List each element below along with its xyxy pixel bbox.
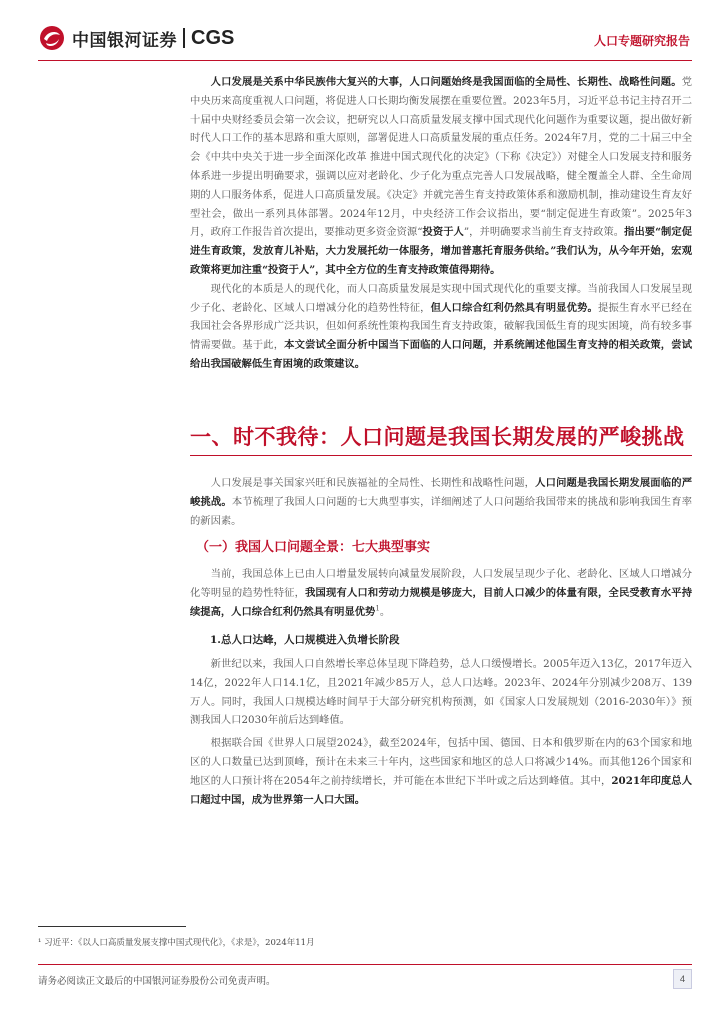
logo-divider bbox=[183, 28, 185, 48]
section-1-intro bbox=[190, 474, 692, 530]
intro-policy-quote: 指出要“制定促进生育政策，发放育儿补贴，大力发展托幼一体服务，增加普惠托育服务供给。” bbox=[190, 226, 693, 258]
intro2-dividend-bold: 但人口综合红利仍然具有明显优势。 bbox=[430, 301, 599, 314]
subsection-1-key-bold: 我国现有人口和劳动力规模是够庞大，目前人口减少的体量有限，全民受教育水平持续提高，人口综合红利仍然具有明显优势 bbox=[190, 586, 693, 618]
point-1-paragraph-2 bbox=[190, 734, 692, 809]
intro-paragraph-1 bbox=[190, 73, 692, 280]
footer-divider bbox=[38, 964, 692, 965]
cgs-logo-icon bbox=[38, 24, 66, 52]
report-type-label: 人口专题研究报告 bbox=[593, 34, 690, 48]
section-1-key-bold: 人口问题是我国长期发展面临的严峻挑战。 bbox=[190, 477, 693, 508]
footnote-divider bbox=[38, 926, 186, 927]
intro-body-text: 党中央历来高度重视人口问题，将促进人口长期均衡发展摆在重要位置。2023年5月，习近平总书记主持召开二十届中央财经委员会第一次会议，把研究以人口高质量发展支撑中国式现代化问题作为重要议题，提出做好新时代人口工作的基本思路和重大原则，部署促进人口高质量发展的重点任务。2024年7月，党的二十届三中全会《中共中央关于进一步全面深化改革 推进中国式现代化的决定》（下称《决定》）对健全人口发展支持和服务体系进一步提出明确要求，强调以应对老龄化、少子化为重点完善人口发展战略，健全覆盖全人群、全生命周期的人口服务体系，促进人口高质量发展。《决定》并就完善生育支持政策体系和激励机制，推动建设生育友好型社会，做出一系列具体部署。2024年12月，中央经济工作会议指出，要“制定促进生育政策”。2025年3月，政府工作报告首次提出，要推动更多资金资源“ bbox=[190, 76, 692, 239]
section-1-body-text-2: 本节梳理了我国人口问题的七大典型事实，详细阐述了人口问题给我国带来的挑战和影响我国生育率的新因素。 bbox=[190, 495, 693, 527]
section-1-divider bbox=[190, 455, 692, 456]
point-1-body-text: 根据联合国《世界人口展望2024》，截至2024年，包括中国、德国、日本和俄罗斯在内的63个国家和地区的人口数量已达到顶峰，预计在未来三十年内，这些国家和地区的总人口将减少14%。而其他126个国家和地区的人口预计将在2054年之前持续增长，并可能在本世纪下半叶或之后达到峰值。其中， bbox=[190, 737, 692, 787]
intro2-purpose-bold: 本文尝试全面分析中国当下面临的人口问题，并系统阐述他国生育支持的相关政策，尝试给出我国破解低生育困境的政策建议。 bbox=[190, 339, 692, 370]
footnote-marker[interactable]: 1 bbox=[375, 604, 380, 613]
section-1-title: 一、时不我待：人口问题是我国长期发展的严峻挑战 bbox=[190, 424, 685, 449]
section-1-paragraph bbox=[190, 474, 692, 530]
subsection-1-body bbox=[190, 565, 692, 621]
page-number: 4 bbox=[673, 969, 692, 989]
intro2-body-text: 现代化的本质是人的现代化，而人口高质量发展是实现中国式现代化的重要支撑。当前我国人口发展呈现少子化、老龄化、区域人口增减分化的趋势性特征， bbox=[190, 282, 692, 314]
intro-body-text-2: ”，并明确要求当前生育支持政策。 bbox=[463, 226, 625, 239]
point-1-paragraph-1: 新世纪以来，我国人口自然增长率总体呈现下降趋势，总人口缓慢增长。2005年迈入13亿，2017年迈入14亿，2022年人口14.1亿，且2021年减少85万人，总人口达峰。2023年、2024年分别减少208万、139万人。同时，我国人口规模达峰时间早于大部分研究机构预测，如《国家人口发展规划（2016-2030年）》预测我国人口2030年前后达到峰值。 bbox=[190, 658, 692, 727]
point-1-india-bold: 2021年印度总人口超过中国，成为世界第一人口大国。 bbox=[190, 774, 692, 806]
subsection-1-title: （一）我国人口问题全景：七大典型事实 bbox=[196, 540, 431, 555]
header-divider bbox=[38, 60, 692, 61]
intro-invest-phrase: 投资于人 bbox=[422, 226, 464, 239]
section-1-body-text: 人口发展是事关国家兴旺和民族福祉的全局性、长期性和战略性问题， bbox=[210, 477, 536, 489]
company-logo bbox=[38, 24, 234, 52]
subsection-1-body-text: 当前，我国总体上已由人口增量发展转向减量发展阶段，人口发展呈现少子化、老龄化、区域人口增减分化等明显的趋势性特征， bbox=[190, 568, 692, 599]
subsection-1-paragraph bbox=[190, 565, 692, 621]
subsection-1-period: 。 bbox=[379, 605, 391, 618]
intro-section bbox=[190, 70, 692, 374]
footer-disclaimer: 请务必阅读正文最后的中国银河证券股份公司免责声明。 bbox=[38, 976, 276, 987]
intro-conclusion-bold: 我们认为，从今年开始，宏观政策将更加注重“投资于人”，其中全方位的生育支持政策值得期待。 bbox=[190, 245, 692, 276]
page-header bbox=[0, 0, 724, 62]
intro2-body-text-2: 提振生育水平已经在我国社会各界形成广泛共识，但如何系统性策构我国生育支持政策，破解我国低生育的现实困境，尚有较多事情需要做。基于此， bbox=[190, 301, 693, 352]
point-1-title: 1.总人口达峰，人口规模进入负增长阶段 bbox=[210, 634, 400, 646]
section-1-heading bbox=[190, 421, 692, 461]
logo-chinese-name: 中国银河证券 bbox=[72, 30, 177, 51]
point-1-body bbox=[190, 655, 692, 809]
logo-english-name: CGS bbox=[191, 26, 235, 49]
footnote-text: ¹ 习近平：《以人口高质量发展支撑中国式现代化》，《求是》，2024年11月 bbox=[38, 938, 315, 948]
intro-paragraph-2 bbox=[190, 280, 692, 374]
intro-lead-bold: 人口发展是关系中华民族伟大复兴的大事，人口问题始终是我国面临的全局性、长期性、战略性问题。 bbox=[210, 76, 682, 88]
